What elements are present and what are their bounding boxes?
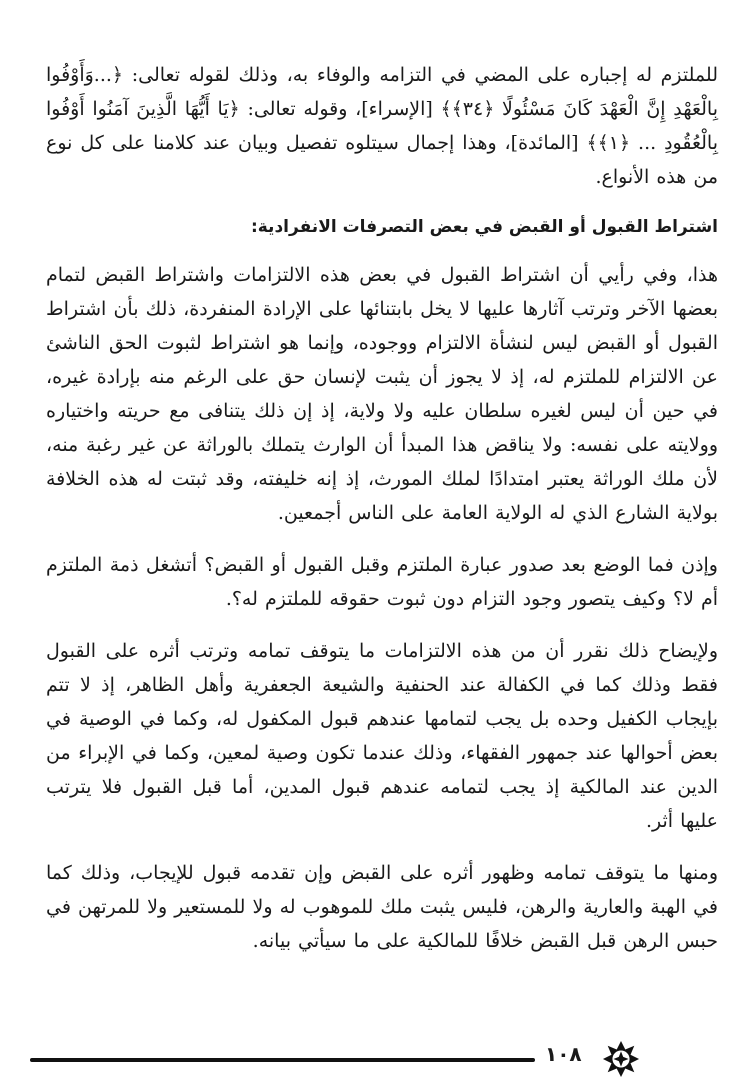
paragraph-4: ومنها ما يتوقف تمامه وظهور أثره على القبض وإن تقدمه قبول للإيجاب، وذلك كما في الهبة والعارية والرهن، فليس يثبت ملك للموهوب له ولا للمستعير ولا للمرتهن في حبس الرهن قبل القبض خلافًا للمالكية على ما سيأتي بيانه. xyxy=(46,862,718,952)
page-body xyxy=(46,58,718,1086)
paragraph-1: هذا، وفي رأيي أن اشتراط القبول في بعض هذه الالتزامات واشتراط القبض لتمام بعضها الآخر وترتب آثارها عليها لا يخل بابتنائها على الإرادة المنفردة، ذلك بأن اشتراط القبول أو القبض ليس لنشأة الالتزام ووجوده، وإنما هو اشتراط لثبوت الحق الناشئ عن الالتزام للملتزم له، إذ لا يجوز أن يثبت لإنسان حق على الرغم منه بإرادة غيره، في حين أن ليس لغيره سلطان عليه ولا ولاية، إذ إن ذلك يتنافى مع حريته واختياره وولايته على نفسه: ولا يناقض هذا المبدأ أن الوارث يتملك بالوراثة عن غير رغبة منه، لأن ملك الوراثة يعتبر امتدادًا لملك المورث، إذ إنه خليفته، وقد ثبتت له هذه الخلافة بولاية الشارع الذي له الولاية العامة على الناس أجمعين. xyxy=(46,264,718,524)
paragraph-3: ولإيضاح ذلك نقرر أن من هذه الالتزامات ما يتوقف تمامه وترتب أثره على القبول فقط وذلك كما في الكفالة عند الحنفية والشيعة الجعفرية وأهل الظاهر، إذ لا تتم بإيجاب الكفيل وحده بل يجب لتمامها عندهم قبول المكفول له، وكما في الوصية في بعض أحوالها عند جمهور الفقهاء، وذلك عندما تكون وصية لمعين، وكما في الإبراء من الدين عند المالكية إذ يجب لتمامه عندهم قبول المدين، أما قبل القبول فلا يترتب عليها أثر. xyxy=(46,640,718,832)
footer-rule xyxy=(30,1058,535,1062)
eight-point-star-ornament-icon xyxy=(602,1040,640,1078)
section-heading: اشتراط القبول أو القبض في بعض التصرفات الانفرادية: xyxy=(250,217,718,237)
page-footer xyxy=(30,1040,656,1076)
intro-paragraph: للملتزم له إجباره على المضي في التزامه والوفاء به، وذلك لقوله تعالى: ﴿...وَأَوْفُوا بِالْعَهْدِ إِنَّ الْعَهْدَ كَانَ مَسْئُولًا ﴿٣٤﴾﴾ [الإسراء]، وقوله تعالى: ﴿يَا أَيُّهَا الَّذِينَ آمَنُوا أَوْفُوا بِالْعُقُودِ ... ﴿١﴾﴾ [المائدة]، وهذا إجمال سيتلوه تفصيل وبيان عند كلامنا على كل نوع من هذه الأنواع. xyxy=(46,64,718,188)
paragraph-2: وإذن فما الوضع بعد صدور عبارة الملتزم وقبل القبول أو القبض؟ أتشغل ذمة الملتزم أم لا؟ وكيف يتصور وجود التزام دون ثبوت حقوقه للملتزم له؟. xyxy=(46,554,718,610)
page-number: ١٠٨ xyxy=(545,1042,582,1066)
